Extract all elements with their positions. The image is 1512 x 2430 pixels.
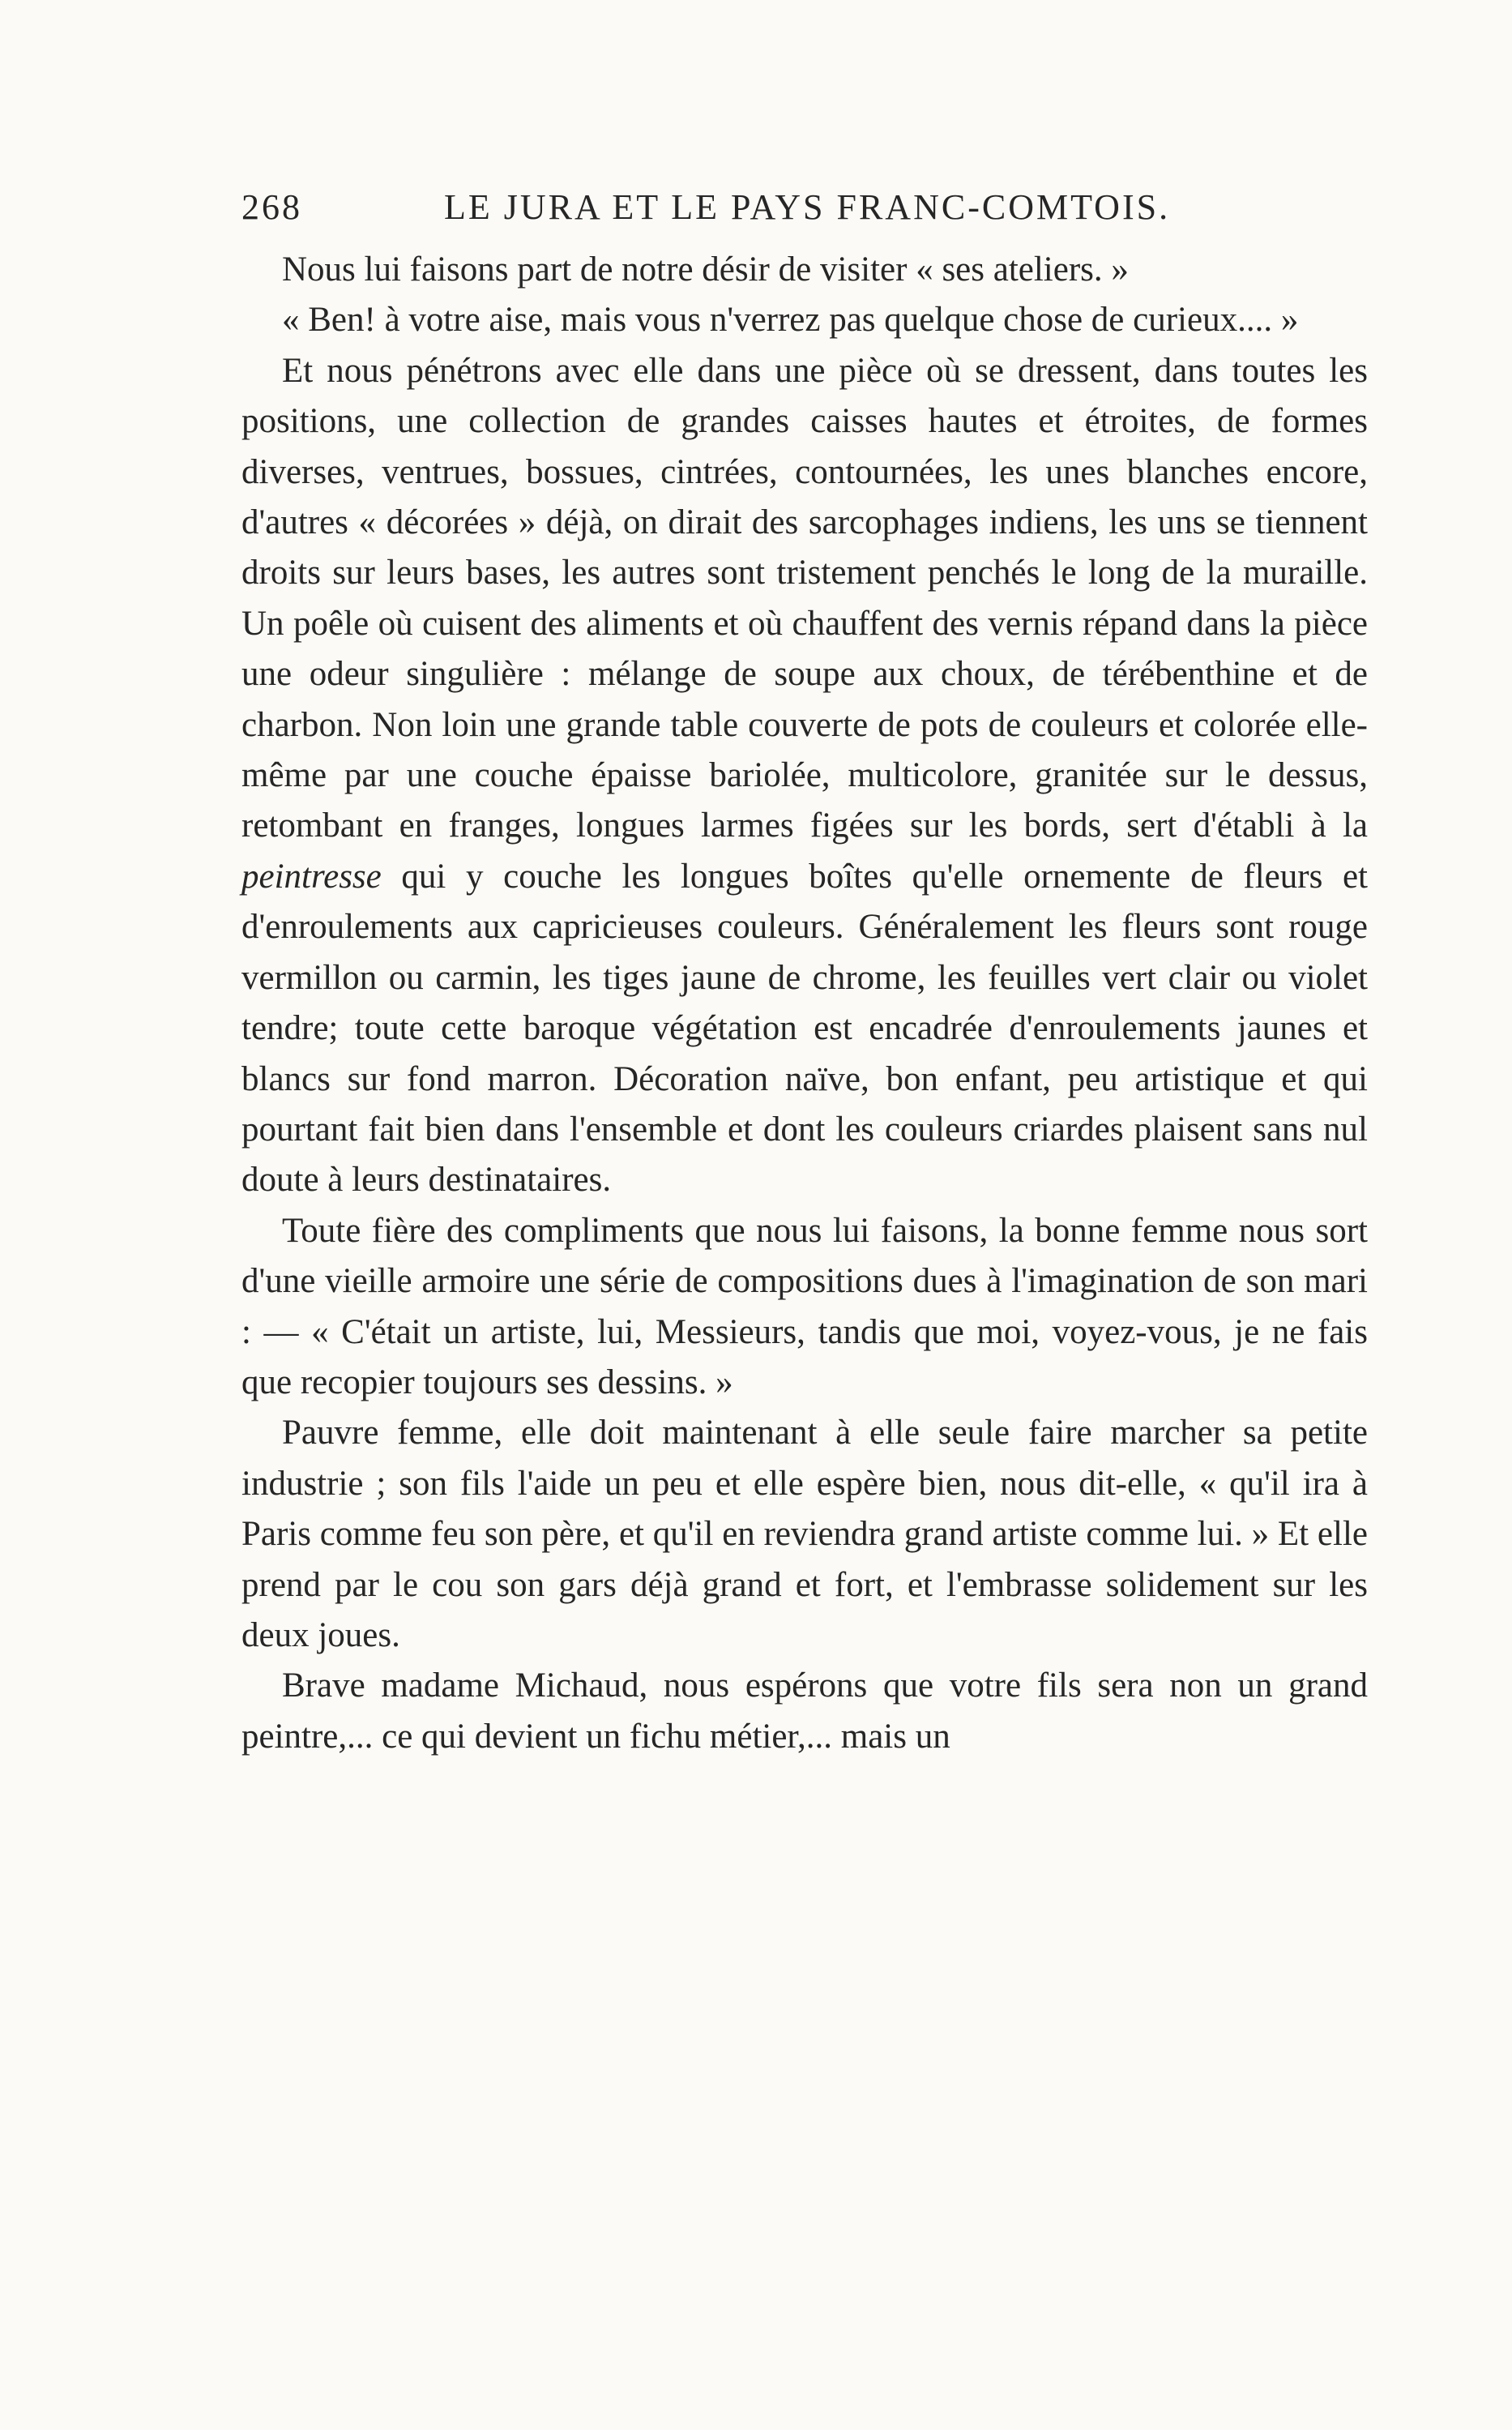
paragraph-text: qui y couche les longues boîtes qu'elle ornemente de fleurs et d'enroulements aux capricieuses couleurs. Généralement les fleurs sont rouge vermillon ou carmin, les tiges jaune de chrome, les feuilles vert clair ou violet tendre; toute cette baroque végétation est encadrée d'enroulements jaunes et blancs sur fond marron. Décoration naïve, bon enfant, peu artistique et qui pourtant fait bien dans l'ensemble et dont les couleurs criardes plaisent sans nul doute à leurs destinataires.: [241, 857, 1368, 1200]
paragraph: « Ben! à votre aise, mais vous n'verrez pas quelque chose de curieux.... »: [282, 301, 1299, 340]
paragraph-text: Et nous pénétrons avec elle dans une pièce où se dressent, dans toutes les positions, une collection de grandes caisses hautes et étroites, de formes diverses, ventrues, bossues, cintrées, contournées, les unes blanches encore, d'autres « décorées » déjà, on dirait des sarcophages indiens, les uns se tiennent droits sur leurs bases, les autres sont tristement penchés le long de la muraille. Un poêle où cuisent des aliments et où chauffent des vernis répand dans la pièce une odeur singulière : mélange de soupe aux choux, de térébenthine et de charbon. Non loin une grande table couverte de pots de couleurs et colorée elle-même par une couche épaisse bariolée, multicolore, granitée sur le dessus, retombant en franges, longues larmes figées sur les bords, sert d'établi à la: [241, 351, 1368, 845]
paragraph: Brave madame Michaud, nous espérons que votre fils sera non un grand peintre,... ce qui devient un fichu métier,... mais un: [241, 1666, 1368, 1756]
running-title: LE JURA ET LE PAYS FRANC-COMTOIS.: [444, 187, 1171, 227]
paragraph: Nous lui faisons part de notre désir de visiter « ses ateliers. »: [282, 250, 1129, 289]
page-number: 268: [241, 187, 302, 227]
paragraph: Pauvre femme, elle doit maintenant à elle seule faire marcher sa petite industrie ; son fils l'aide un peu et elle espère bien, nous dit-elle, « qu'il ira à Paris comme feu son père, et qu'il en reviendra grand artiste comme lui. » Et elle prend par le cou son gars déjà grand et fort, et l'embrasse solidement sur les deux joues.: [241, 1414, 1368, 1654]
paragraph: [241, 346, 1368, 1206]
body-text: [241, 245, 1368, 1762]
page-header: [241, 186, 1368, 235]
italic-word: peintresse: [241, 857, 382, 896]
paragraph: Toute fière des compliments que nous lui faisons, la bonne femme nous sort d'une vieille armoire une série de compositions dues à l'imagination de son mari : — « C'était un artiste, lui, Messieurs, tandis que moi, voyez-vous, je ne fais que recopier toujours ses dessins. »: [241, 1211, 1368, 1401]
